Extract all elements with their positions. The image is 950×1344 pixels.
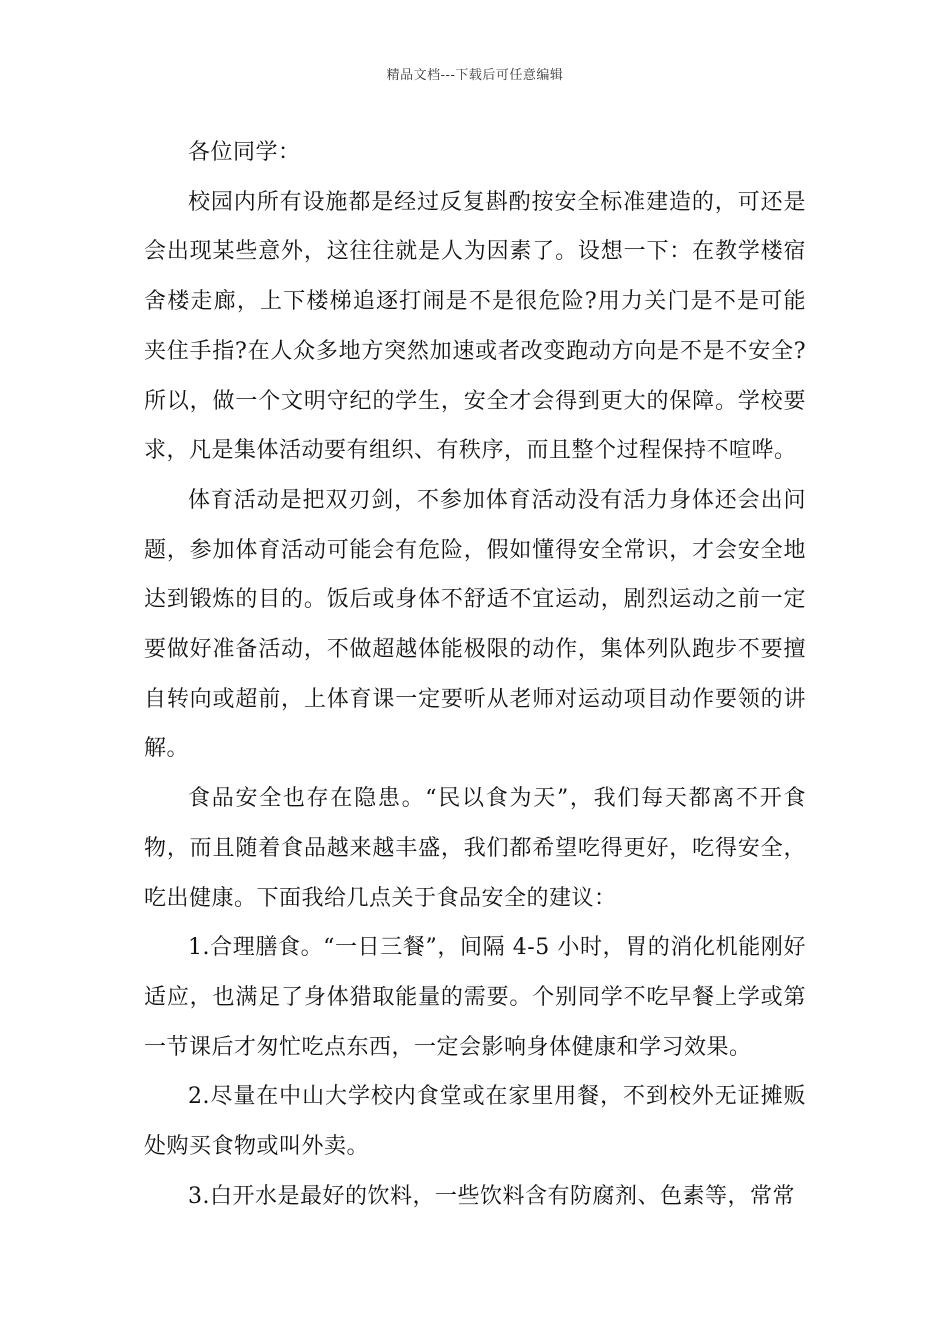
list-item-2: 2.尽量在中山大学校内食堂或在家里用餐，不到校外无证摊贩处购买食物或叫外卖。	[144, 1084, 806, 1160]
paragraph-sports-safety: 体育活动是把双刃剑，不参加体育活动没有活力身体还会出问题，参加体育活动可能会有危险，假如懂得安全常识，才会安全地达到锻炼的目的。饭后或身体不舒适不宜运动，剧烈运动之前一定要做好准备活动，不做超越体能极限的动作，集体列队跑步不要擅自转向或超前，上体育课一定要听从老师对运动项目动作要领的讲解。	[144, 487, 806, 762]
document-body	[144, 128, 806, 1221]
list-item-1: 1.合理膳食。“一日三餐”，间隔 4-5 小时，胃的消化机能刚好适应，也满足了身体猎取能量的需要。个别同学不吃早餐上学或第一节课后才匆忙吃点东西，一定会影响身体健康和学习效果。	[144, 935, 806, 1060]
paragraph-food-safety: 食品安全也存在隐患。“民以食为天”，我们每天都离不开食物，而且随着食品越来越丰盛，我们都希望吃得更好，吃得安全，吃出健康。下面我给几点关于食品安全的建议：	[144, 786, 806, 911]
paragraph-campus-safety: 校园内所有设施都是经过反复斟酌按安全标准建造的，可还是会出现某些意外，这往往就是人为因素了。设想一下：在教学楼宿舍楼走廊，上下楼梯追逐打闹是不是很危险?用力关门是不是可能夹住手指?在人众多地方突然加速或者改变跑动方向是不是不安全?所以，做一个文明守纪的学生，安全才会得到更大的保障。学校要求，凡是集体活动要有组织、有秩序，而且整个过程保持不喧哗。	[144, 189, 806, 464]
page-header: 精品文档---下载后可任意编辑	[386, 68, 564, 83]
list-item-3: 3.白开水是最好的饮料，一些饮料含有防腐剂、色素等，常常	[188, 1183, 795, 1209]
greeting: 各位同学：	[188, 140, 301, 165]
